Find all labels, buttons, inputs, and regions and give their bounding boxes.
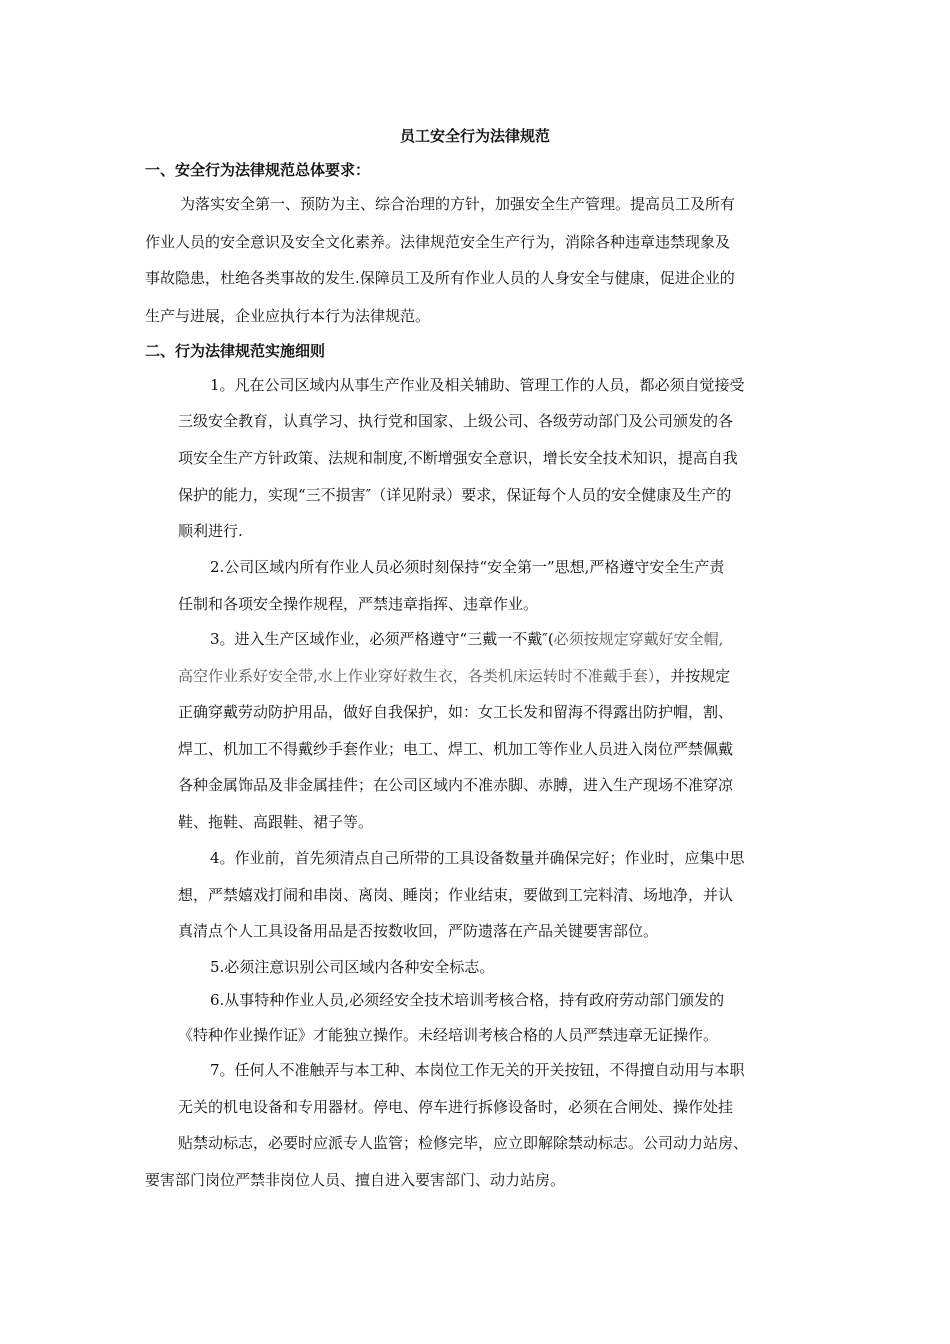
paragraph-line: 为落实安全第一、预防为主、综合治理的方针，加强安全生产管理。提高员工及所有 — [180, 195, 736, 213]
item3-note-continued: 高空作业系好安全带,水上作业穿好救生衣，各类机床运转时不准戴手套） — [178, 667, 656, 685]
paragraph-line: 生产与进展，企业应执行本行为法律规范。 — [145, 307, 431, 325]
paragraph-line: 焊工、机加工不得戴纱手套作业；电工、焊工、机加工等作业人员进入岗位严禁佩戴 — [178, 740, 734, 758]
paragraph-line: 要害部门岗位严禁非岗位人员、擅自进入要害部门、动力站房。 — [145, 1171, 566, 1189]
paragraph-line: 鞋、拖鞋、高跟鞋、裙子等。 — [178, 813, 374, 831]
paragraph-line: 无关的机电设备和专用器材。停电、停车进行拆修设备时，必须在合闸处、操作处挂 — [178, 1098, 734, 1116]
paragraph-line: 5.必须注意识别公司区域内各种安全标志。 — [210, 958, 495, 976]
section-heading-general-requirements: 一、安全行为法律规范总体要求： — [145, 161, 371, 179]
paragraph-line: 《特种作业操作证》才能独立操作。未经培训考核合格的人员严禁违章无证操作。 — [178, 1026, 719, 1044]
paragraph-line: 三级安全教育，认真学习、执行党和国家、上级公司、各级劳动部门及公司颁发的各 — [178, 412, 734, 430]
paragraph-line: 保护的能力，实现“三不损害″（详见附录）要求，保证每个人员的安全健康及生产的 — [178, 486, 732, 504]
paragraph-line: 作业人员的安全意识及安全文化素养。法律规范安全生产行为，消除各种违章违禁现象及 — [145, 233, 731, 251]
paragraph-line — [178, 664, 730, 688]
paragraph-line: 6.从事特种作业人员,必须经安全技术培训考核合格，持有政府劳动部门颁发的 — [210, 991, 725, 1009]
paragraph-line: 想，严禁嬉戏打闹和串岗、离岗、睡岗；作业结束，要做到工完料清、场地净，并认 — [178, 886, 734, 904]
item3-note: 必须按规定穿戴好安全帽, — [553, 630, 724, 648]
section-heading-implementation-rules: 二、行为法律规范实施细则 — [145, 342, 326, 360]
document-title: 员工安全行为法律规范 — [399, 127, 550, 145]
paragraph-line — [210, 627, 723, 651]
paragraph-line: 贴禁动标志，必要时应派专人监管；检修完毕，应立即解除禁动标志。公司动力站房、 — [178, 1134, 749, 1152]
paragraph-line: 顺利进行. — [178, 522, 243, 540]
paragraph-line: 真清点个人工具设备用品是否按数收回，严防遗落在产品关键要害部位。 — [178, 922, 659, 940]
paragraph-line: 项安全生产方针政策、法规和制度,不断增强安全意识，增长安全技术知识，提高自我 — [178, 449, 738, 467]
paragraph-line: 任制和各项安全操作规程，严禁违章指挥、违章作业。 — [178, 595, 539, 613]
paragraph-line: 各种金属饰品及非金属挂件；在公司区域内不准赤脚、赤膊，进入生产现场不准穿凉 — [178, 776, 734, 794]
paragraph-line: 7。任何人不准触弄与本工种、本岗位工作无关的开关按钮，不得擅自动用与本职 — [210, 1061, 745, 1079]
paragraph-line: 4。作业前，首先须清点自己所带的工具设备数量并确保完好；作业时，应集中思 — [210, 849, 745, 867]
paragraph-line: 2.公司区域内所有作业人员必须时刻保持“安全第一”思想,严格遵守安全生产责 — [210, 558, 725, 576]
paragraph-line: 正确穿戴劳动防护用品，做好自我保护，如：女工长发和留海不得露出防护帽，割、 — [178, 703, 734, 721]
paragraph-line: 1。凡在公司区域内从事生产作业及相关辅助、管理工作的人员，都必须自觉接受 — [210, 376, 745, 394]
item3-text-continued: ，并按规定 — [655, 667, 731, 685]
item3-text: 3。进入生产区域作业，必须严格遵守“三戴一不戴″( — [210, 630, 554, 648]
paragraph-line: 事故隐患，杜绝各类事故的发生.保障员工及所有作业人员的人身安全与健康，促进企业的 — [145, 269, 735, 287]
